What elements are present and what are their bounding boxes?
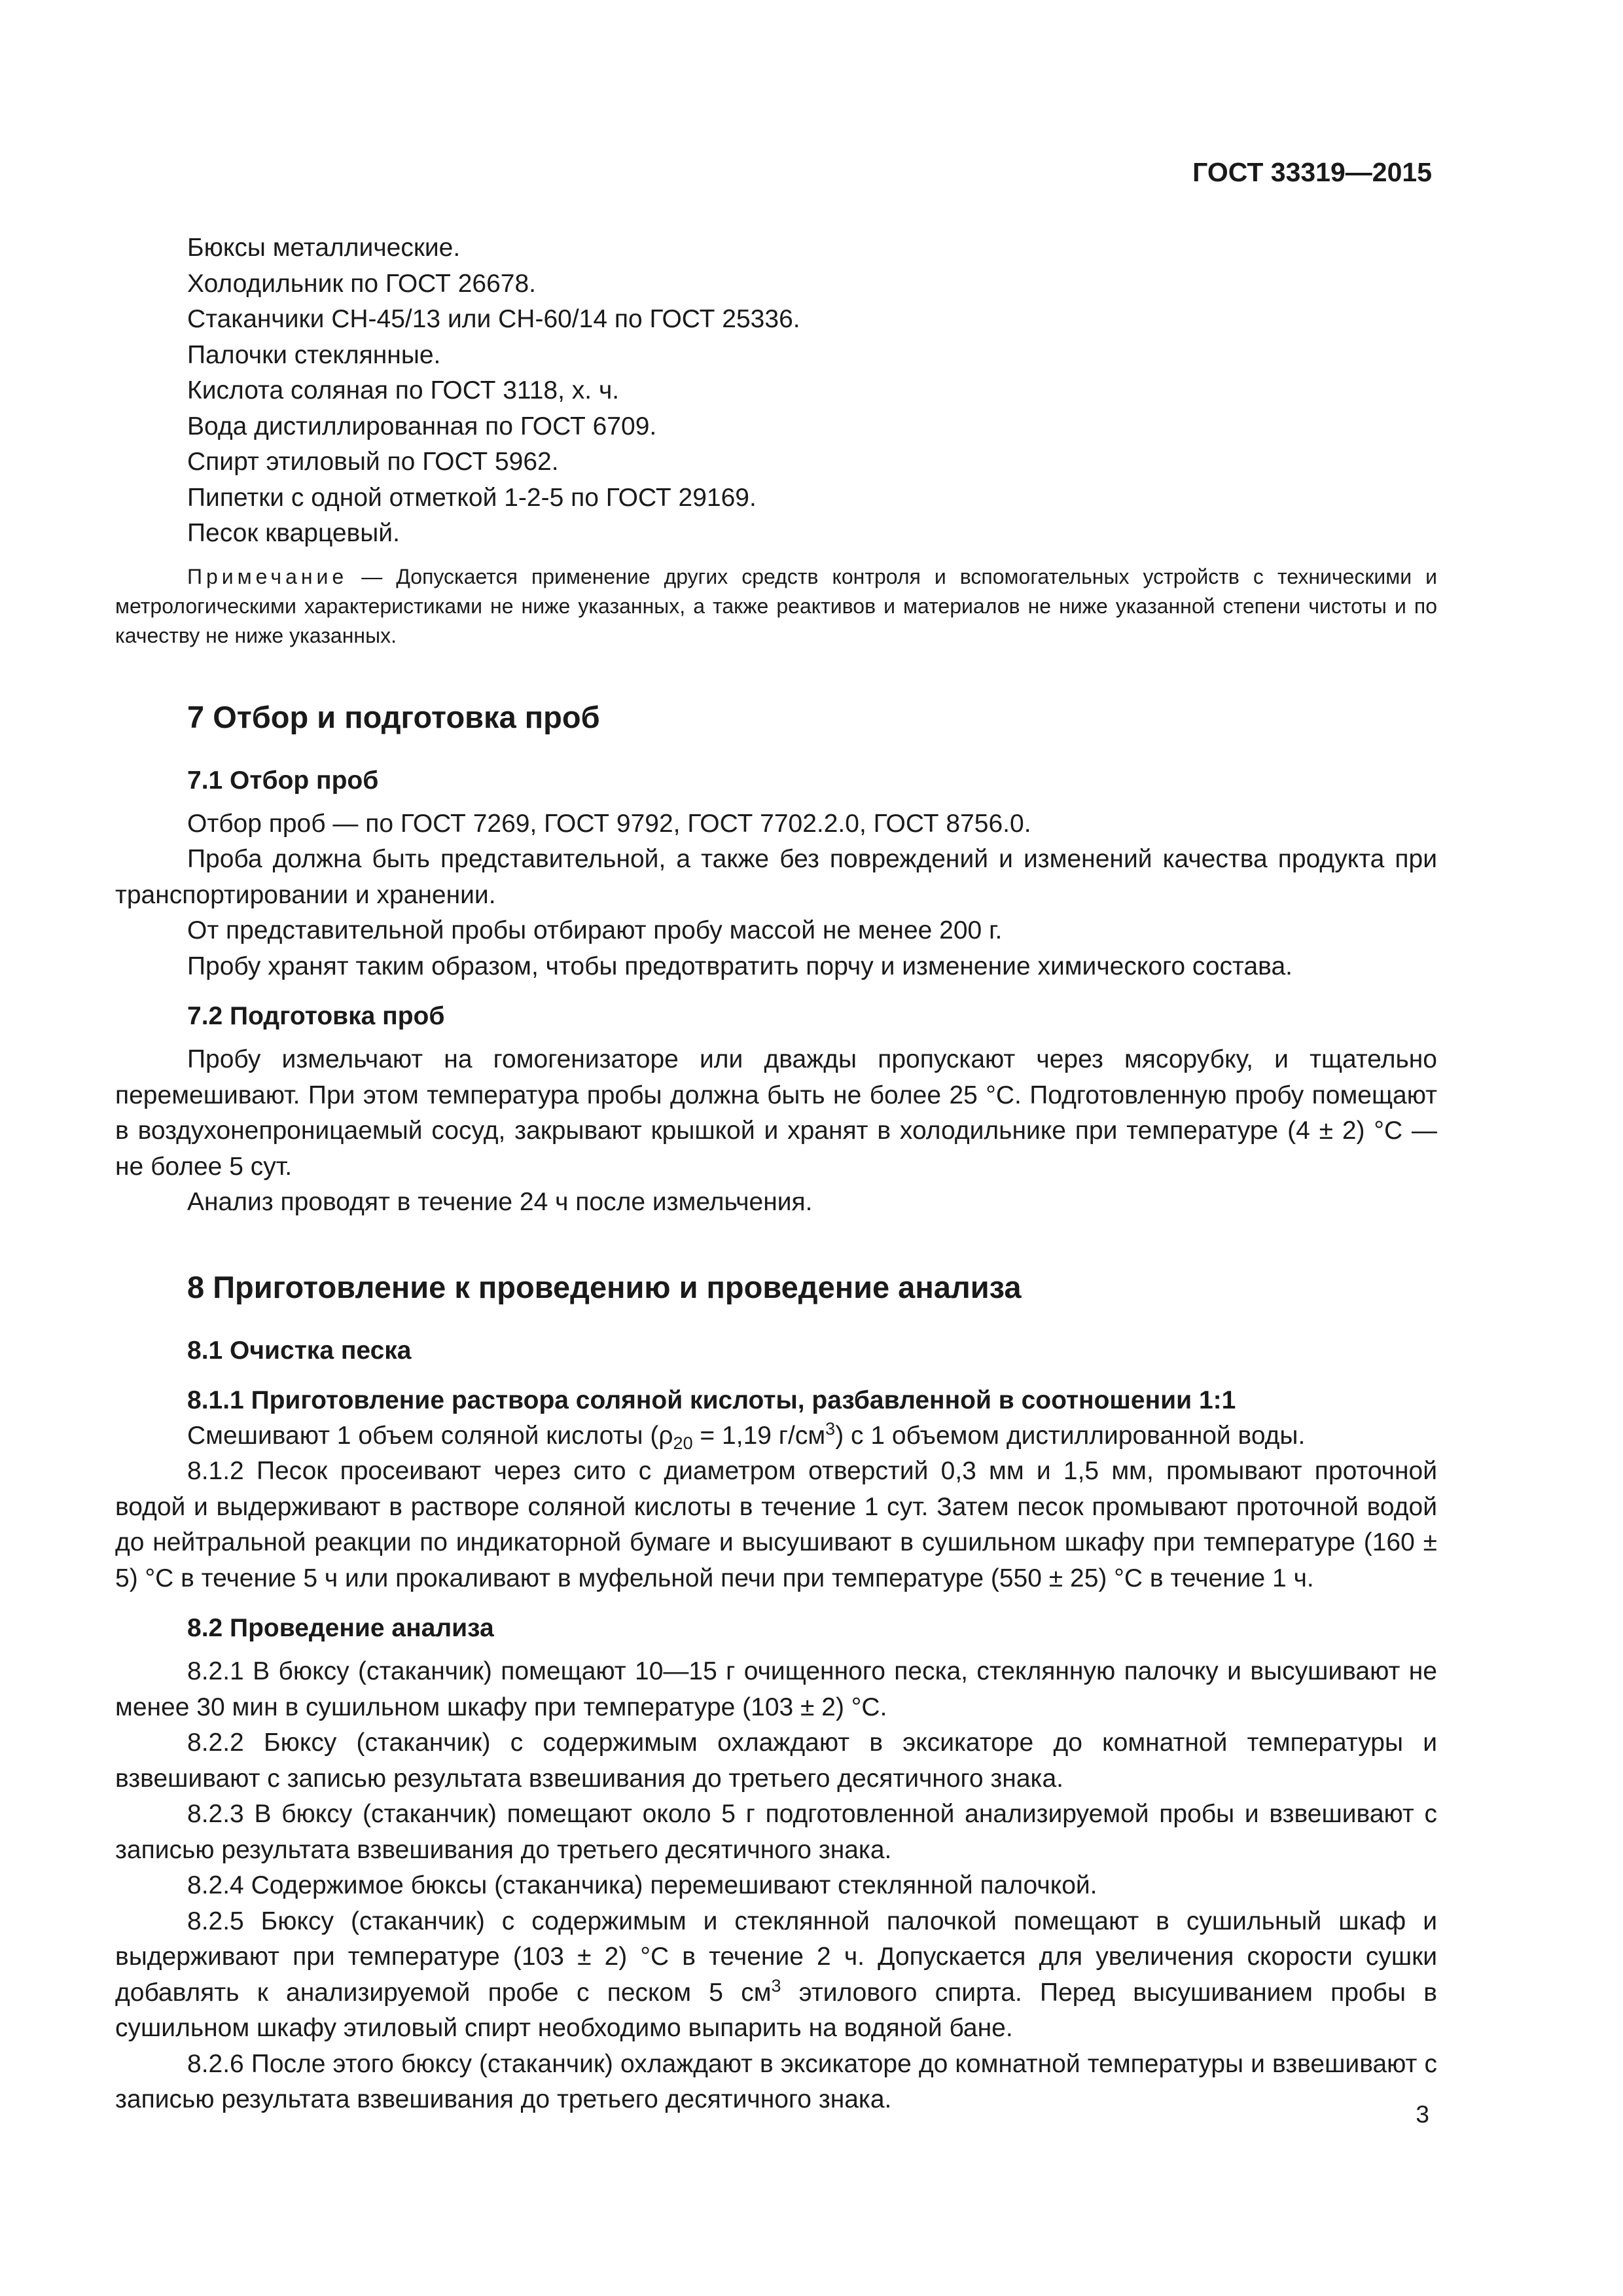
section-7-2-heading: 7.2 Подготовка проб <box>187 1002 445 1030</box>
text-run: ) с 1 объемом дистиллированной воды. <box>835 1421 1306 1450</box>
text-run: 8.2.5 Бюксу (стаканчик) с содержимым и стеклянной палочкой помещают в сушильный шкаф и выдерживают при температуре (103 ± 2) °С в течение 2 ч. Допускается для увеличения скорости сушки добавлять к анализируемой пробе с песком 5 см <box>115 1907 1437 2007</box>
section-8-1-heading: 8.1 Очистка песка <box>187 1336 412 1365</box>
paragraph-8-1-2: 8.1.2 Песок просеивают через сито с диаметром отверстий 0,3 мм и 1,5 мм, промывают проточной водой и выдерживают в растворе соляной кислоты в течение 1 сут. Затем песок промывают проточной водой до нейтральной реакции по индикаторной бумаге и высушивают в сушильном шкафу при температуре (160 ± 5) °С в течение 5 ч или прокаливают в муфельной печи при температуре (550 ± 25) °С в течение 1 ч. <box>115 1457 1437 1592</box>
paragraph: От представительной пробы отбирают пробу массой не менее 200 г. <box>187 916 1003 944</box>
subscript: 20 <box>673 1433 693 1453</box>
paragraph-8-2-3: 8.2.3 В бюксу (стаканчик) помещают около 5 г подготовленной анализируемой пробы и взвешивают с записью результата взвешивания до третьего десятичного знака. <box>115 1800 1437 1864</box>
section-8-2-heading: 8.2 Проведение анализа <box>187 1614 494 1642</box>
list-item: Спирт этиловый по ГОСТ 5962. <box>187 448 559 476</box>
paragraph: Пробу измельчают на гомогенизаторе или дважды пропускают через мясорубку, и тщательно перемешивают. При этом температура пробы должна быть не более 25 °С. Подготовленную пробу помещают в воздухонепроницаемый сосуд, закрывают крышкой и хранят в холодильнике при температуре (4 ± 2) °С — не более 5 сут. <box>115 1045 1437 1181</box>
note-text: — Допускается применение других средств контроля и вспомогательных устройств с техническими и метрологическими характеристиками не ниже указанных, а также реактивов и материалов не ниже указанной степени чистоты и по качеству не ниже указанных. <box>115 564 1437 647</box>
superscript: 3 <box>825 1418 836 1439</box>
paragraph-8-2-4: 8.2.4 Содержимое бюксы (стаканчика) перемешивают стеклянной палочкой. <box>187 1871 1097 1899</box>
section-8-heading: 8 Приготовление к проведению и проведение анализа <box>187 1269 1022 1304</box>
list-item: Песок кварцевый. <box>187 519 400 547</box>
list-item: Бюксы металлические. <box>187 234 461 262</box>
text-run: = 1,19 г/см <box>692 1421 826 1450</box>
superscript: 3 <box>771 1975 781 1996</box>
paragraph: Пробу хранят таким образом, чтобы предотвратить порчу и изменение химического состава. <box>187 952 1293 980</box>
paragraph-8-2-2: 8.2.2 Бюксу (стаканчик) с содержимым охлаждают в эксикаторе до комнатной температуры и взвешивают с записью результата взвешивания до третьего десятичного знака. <box>115 1729 1437 1793</box>
paragraph-8-1-1 <box>115 1418 1437 1454</box>
list-item: Вода дистиллированная по ГОСТ 6709. <box>187 412 657 440</box>
paragraph: Проба должна быть представительной, а также без повреждений и изменений качества продукта при транспортировании и хранении. <box>115 845 1437 909</box>
note-label: Примечание <box>187 564 348 588</box>
text-run: Смешивают 1 объем соляной кислоты (ρ <box>187 1421 673 1450</box>
list-item: Стаканчики СН-45/13 или СН-60/14 по ГОСТ 25336. <box>187 305 800 333</box>
paragraph-8-2-6: 8.2.6 После этого бюксу (стаканчик) охлаждают в эксикаторе до комнатной температуры и взвешивают с записью результата взвешивания до третьего десятичного знака. <box>115 2049 1437 2113</box>
paragraph-8-2-5 <box>115 1904 1437 2047</box>
text-run: этилового спирта. Перед высушиванием пробы в сушильном шкафу этиловый спирт необходимо выпарить на водяной бане. <box>115 1978 1437 2042</box>
note <box>115 562 1437 651</box>
paragraph: Отбор проб — по ГОСТ 7269, ГОСТ 9792, ГОСТ 7702.2.0, ГОСТ 8756.0. <box>187 809 1031 838</box>
paragraph: Анализ проводят в течение 24 ч после измельчения. <box>187 1188 813 1216</box>
section-7-1-heading: 7.1 Отбор проб <box>187 766 379 795</box>
list-item: Холодильник по ГОСТ 26678. <box>187 269 536 298</box>
paragraph-8-2-1: 8.2.1 В бюксу (стаканчик) помещают 10—15 г очищенного песка, стеклянную палочку и высушивают не менее 30 мин в сушильном шкафу при температуре (103 ± 2) °С. <box>115 1657 1437 1721</box>
list-item: Палочки стеклянные. <box>187 340 441 369</box>
list-item: Пипетки с одной отметкой 1-2-5 по ГОСТ 29169. <box>187 483 757 512</box>
section-8-1-1-heading: 8.1.1 Приготовление раствора соляной кислоты, разбавленной в соотношении 1:1 <box>187 1386 1236 1414</box>
section-7-heading: 7 Отбор и подготовка проб <box>187 699 600 734</box>
document-code: ГОСТ 33319—2015 <box>1192 157 1432 187</box>
document-body <box>115 230 1437 2118</box>
page-number: 3 <box>1416 2101 1429 2128</box>
list-item: Кислота соляная по ГОСТ 3118, х. ч. <box>187 376 620 404</box>
